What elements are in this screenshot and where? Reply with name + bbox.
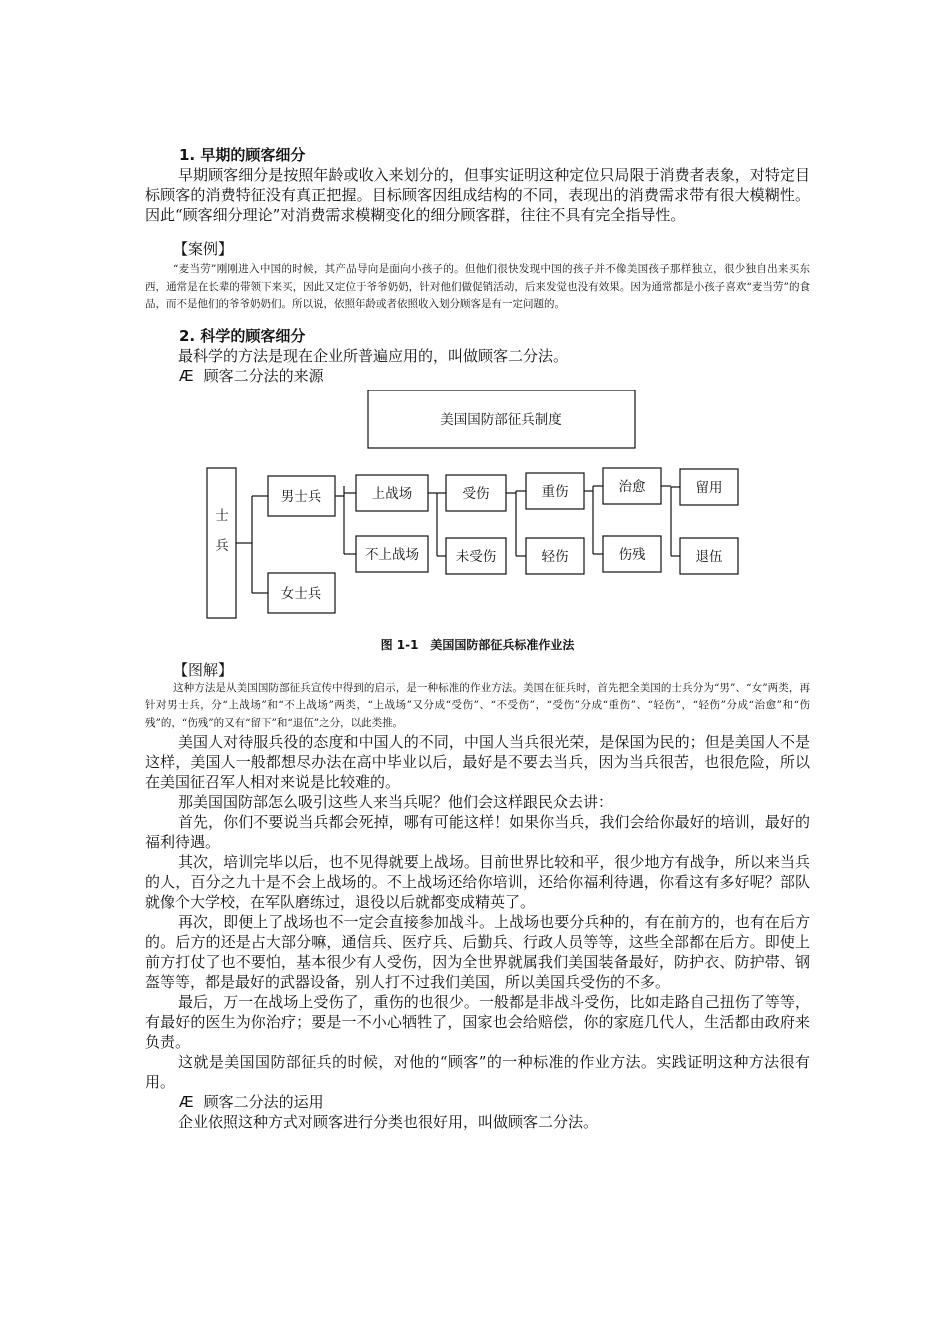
body-paragraph: 美国人对待服兵役的态度和中国人的不同，中国人当兵很光荣，是保国为民的；但是美国人不是这样，美国人一般都想尽办法在高中毕业以后，最好是不要去当兵，因为当兵很苦，也很危险，所以在美国征召军人相对来说是比较难的。 [145, 733, 810, 791]
explain-text: 这种方法是从美国国防部征兵宣传中得到的启示，是一种标准的作业方法。美国在征兵时，首先把全美国的士兵分为“男”、“女”两类，再针对男士兵，分“上战场”和“不上战场”两类，“上战场”又分成“受伤”、“不受伤”，“受伤”分成“重伤”、“轻伤”，“轻伤”分成“治愈”和“伤残”的，“伤残”的又有“留下”和“退伍”之分，以此类推。 [145, 681, 810, 729]
bullet-source-label: 顾客二分法的来源 [203, 366, 324, 385]
bullet-application [179, 1092, 810, 1112]
section2-intro: 最科学的方法是现在企业所普遍应用的，叫做顾客二分法。 [178, 346, 569, 365]
case-text: “麦当劳”刚刚进入中国的时候，其产品导向是面向小孩子的。但他们很快发现中国的孩子并不像美国孩子那样独立，很少独自出来买东西，通常是在长辈的带领下来买，因此又定位于爷爷奶奶，针对他们做促销活动，后来发觉也没有效果。因为通常都是小孩子喜欢“麦当劳”的食品，而不是他们的爷爷奶奶们。所以说，依照年龄或者依照收入划分顾客是有一定问题的。 [145, 263, 810, 310]
section2-title: 2. 科学的顾客细分 [179, 326, 306, 345]
diagram-stay-label: 留用 [695, 479, 723, 496]
diagram-battle-label: 上战场 [371, 485, 413, 502]
bullet-application-label: 顾客二分法的运用 [203, 1093, 324, 1111]
diagram-serious-label: 重伤 [541, 483, 569, 500]
body-paragraph: 首先，你们不要说当兵都会死掉，哪有可能这样！如果你当兵，我们会给你最好的培训，最好的福利待遇。 [145, 813, 810, 851]
diagram-notinjured-label: 未受伤 [455, 548, 497, 565]
body-paragraph: 其次，培训完毕以后，也不见得就要上战场。目前世界比较和平，很少地方有战争，所以来当兵的人，百分之九十是不会上战场的。不上战场还给你培训，还给你福利待遇，你看这有多好呢？部队就像个大学校，在军队磨练过，退役以后就都变成精英了。 [145, 853, 810, 911]
diagram-cured-label: 治愈 [618, 478, 646, 495]
body-paragraph: 这就是美国国防部征兵的时候，对他的“顾客”的一种标准的作业方法。实践证明这种方法很有用。 [145, 1053, 810, 1091]
document-page [145, 145, 810, 1132]
body-paragraph: 那美国国防部怎么吸引这些人来当兵呢？他们会这样跟民众去讲： [178, 793, 614, 811]
explain-title: 【图解】 [173, 660, 234, 679]
bullet-source [179, 366, 810, 386]
diagram-top-label: 美国国防部征兵制度 [440, 411, 562, 428]
diagram-svg [145, 390, 810, 630]
body-paragraph: 再次，即便上了战场也不一定会直接参加战斗。上战场也要分兵种的，有在前方的，也有在后方的。后方的还是占大部分嘛，通信兵、医疗兵、后勤兵、行政人员等等，这些全部都在后方。即使上前方打仗了也不要怕，基本很少有人受伤，因为全世界就属我们美国装备最好，防护衣、防护帯、钢盔等等，都是最好的武器设备，别人打不过我们美国，所以美国兵受伤的不多。 [145, 913, 810, 991]
final-paragraph: 企业依照这种方式对顾客进行分类也很好用，叫做顾客二分法。 [178, 1113, 599, 1131]
body-paragraph: 最后，万一在战场上受伤了，重伤的也很少。一般都是非战斗受伤，比如走路自己扭伤了等等，有最好的医生为你治疗；要是一不小心牺牲了，国家也会给赔偿，你的家庭几代人，生活都由政府来负责。 [145, 993, 810, 1051]
diagram-female-label: 女士兵 [280, 585, 322, 602]
conscription-diagram [145, 390, 810, 630]
diagram-injured-label: 受伤 [462, 485, 490, 502]
body-paragraphs [145, 732, 810, 1092]
diagram-disabled-label: 伤残 [618, 546, 646, 563]
figure-caption: 图 1-1 美国国防部征兵标准作业法 [380, 637, 575, 652]
diagram-retire-label: 退伍 [695, 548, 723, 565]
section1-paragraph: 早期顾客细分是按照年龄或收入来划分的，但事实证明这种定位只局限于消费者表象，对特定目标顾客的消费特征没有真正把握。目标顾客因组成结构的不同，表现出的消费需求带有很大模糊性。因此“顾客细分理论”对消费需求模糊变化的细分顾客群，往往不具有完全指导性。 [145, 166, 810, 224]
diagram-soldier-label-1: 士 [215, 507, 229, 524]
case-title: 【案例】 [173, 240, 234, 258]
bullet-mark: Æ [179, 1093, 194, 1111]
diagram-light-label: 轻伤 [541, 548, 569, 565]
section1-title: 1. 早期的顾客细分 [179, 146, 306, 164]
diagram-nobattle-label: 不上战场 [365, 546, 419, 563]
bullet-mark: Æ [179, 366, 194, 385]
diagram-soldier-label-2: 兵 [215, 537, 229, 554]
diagram-male-label: 男士兵 [280, 488, 322, 505]
